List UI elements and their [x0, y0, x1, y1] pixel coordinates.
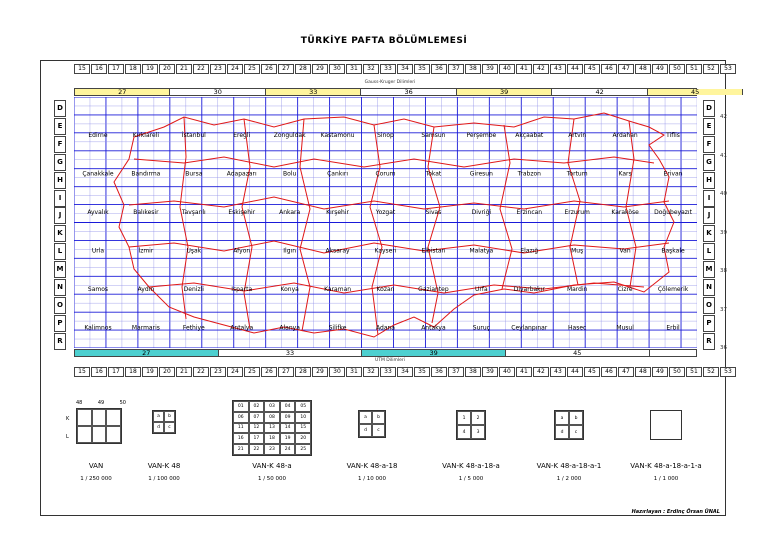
meridian-number: 31	[346, 367, 362, 377]
sheet-city-label: Ceylanpınar	[511, 324, 548, 332]
row-letter: G	[703, 154, 715, 171]
sheet-city-label: Erzincan	[516, 209, 543, 216]
province-border	[370, 125, 382, 335]
sheet-city-label: Uşak	[186, 247, 202, 255]
credit: Hazırlayan : Erdinç Örsan ÜNAL	[631, 509, 720, 515]
utm-bar	[74, 349, 697, 357]
latitude-label: 37	[720, 306, 727, 313]
sheet-city-label: Erzurum	[564, 209, 590, 216]
zone-label: 33	[266, 89, 361, 95]
row-letter: O	[54, 297, 66, 314]
sheet-city-label: Adapazarı	[226, 170, 257, 178]
legend-scale: 1 / 50 000	[257, 476, 287, 482]
meridian-number: 32	[363, 64, 379, 74]
legend-van-side-label-l: L	[66, 434, 69, 440]
sheet-city-label: Bursa	[185, 170, 203, 178]
meridian-number: 33	[380, 367, 396, 377]
legend-scale: 1 / 100 000	[148, 476, 180, 482]
legend-cell: 10	[295, 412, 311, 423]
sheet-city-label: Malatya	[469, 247, 494, 255]
sheet-city-label: Perşembe	[466, 132, 497, 139]
meridian-number: 31	[346, 64, 362, 74]
meridian-number: 47	[618, 367, 634, 377]
sheet-city-label: Elbistan	[421, 247, 446, 255]
legend-cell: 14	[280, 423, 296, 434]
meridian-number: 47	[618, 64, 634, 74]
meridian-number: 37	[448, 367, 464, 377]
sheet-city-label: Aydın	[137, 286, 155, 293]
legend-grid-1-10000: a b d c	[358, 410, 386, 438]
province-border	[129, 241, 669, 253]
sheet-city-label: Marmaris	[131, 324, 160, 332]
meridian-number: 53	[720, 64, 736, 74]
legend-cell: 16	[233, 433, 249, 444]
meridian-number: 19	[142, 367, 158, 377]
meridian-number: 16	[91, 64, 107, 74]
meridian-number: 46	[601, 64, 617, 74]
meridian-number: 25	[244, 64, 260, 74]
zone-label: 39	[457, 89, 552, 95]
row-letter: N	[703, 279, 715, 296]
sheet-city-label: Ardahan	[612, 132, 638, 139]
meridian-number: 21	[176, 64, 192, 74]
row-letter: G	[54, 154, 66, 171]
meridian-number: 48	[635, 64, 651, 74]
meridian-number: 44	[567, 367, 583, 377]
sheet-city-label: Karaman	[324, 286, 352, 293]
sheet-city-label: Trabzon	[517, 170, 541, 178]
gauss-kruger-caption: Gauss-Kruger Dilimleri	[364, 80, 416, 85]
legend-van-side-label-k: K	[66, 416, 70, 422]
top-meridian-row	[74, 64, 737, 74]
sheet-city-label: Van	[619, 247, 631, 255]
meridian-number: 23	[210, 367, 226, 377]
meridian-number: 26	[261, 64, 277, 74]
legend-cell: 25	[295, 444, 311, 455]
meridian-number: 23	[210, 64, 226, 74]
meridian-number: 48	[635, 367, 651, 377]
legend-cell: 11	[233, 423, 249, 434]
province-border	[626, 121, 636, 287]
meridian-number: 27	[278, 367, 294, 377]
meridian-number: 24	[227, 64, 243, 74]
row-letter: I	[54, 190, 66, 207]
sheet-city-label: Artvin	[568, 132, 587, 139]
bottom-meridian-row	[74, 367, 737, 377]
sheet-city-label: Eskişehir	[228, 209, 256, 216]
meridian-number: 28	[295, 367, 311, 377]
sheet-city-label: Kozan	[376, 286, 395, 293]
meridian-number: 38	[465, 367, 481, 377]
meridian-number: 22	[193, 64, 209, 74]
sheet-city-label: Elazığ	[520, 247, 539, 255]
legend-box-1-1000	[650, 410, 682, 440]
legend-grid-1-2000: a b d c	[554, 410, 584, 440]
sheet-city-label: Silifke	[328, 324, 347, 332]
meridian-number: 34	[397, 64, 413, 74]
sheet-city-label: Yozgat	[375, 209, 396, 216]
latitude-label: 42	[720, 114, 727, 120]
meridian-number: 18	[125, 64, 141, 74]
sheet-city-label: Sinop	[377, 132, 394, 139]
sheet-city-label: Ayvalık	[87, 209, 109, 216]
sheet-city-label: Giresun	[469, 170, 493, 178]
legend-cell: 06	[233, 412, 249, 423]
row-letter: D	[54, 100, 66, 117]
legend-scale: 1 / 1 000	[653, 476, 679, 482]
sheet-city-label: Tavşanlı	[181, 209, 206, 216]
sheet-city-label: Mardin	[566, 286, 588, 293]
sheet-city-label: Akçaabat	[515, 132, 544, 139]
legend-label: VAN-K 48-a-18-a-1-a	[630, 462, 702, 470]
row-letter: F	[703, 136, 715, 153]
legend-scale: 1 / 10 000	[357, 476, 387, 482]
legend-cell: 01	[233, 401, 249, 412]
row-letter: J	[54, 207, 66, 224]
meridian-number: 40	[499, 64, 515, 74]
legend-grid-1-100000: a b d c	[152, 410, 176, 434]
meridian-number: 46	[601, 367, 617, 377]
latitude-label: 38	[720, 268, 727, 274]
sheet-city-label: Urfa	[475, 286, 488, 293]
meridian-number: 20	[159, 367, 175, 377]
turkey-sheet-grid-map	[74, 97, 697, 348]
page-title: TÜRKİYE PAFTA BÖLÜMLEMESİ	[300, 36, 468, 46]
latitude-labels	[718, 100, 730, 350]
legend-van-top-labels: 48 49 50	[76, 400, 126, 406]
meridian-number: 52	[703, 64, 719, 74]
meridian-number: 27	[278, 64, 294, 74]
country-border	[114, 113, 674, 337]
sheet-city-label: İstanbul	[181, 132, 206, 139]
latitude-label: 36	[720, 345, 727, 351]
legend-cell: 08	[264, 412, 280, 423]
sheet-city-label: Çanakkale	[82, 170, 114, 178]
legend-cell: 13	[264, 423, 280, 434]
gauss-kruger-bar	[74, 88, 700, 96]
row-letter: I	[703, 190, 715, 207]
row-letter: P	[703, 315, 715, 332]
sheet-city-label: Tokat	[425, 170, 442, 178]
sheet-city-label: Bolu	[283, 170, 297, 178]
legend-label: VAN-K 48-a-18-a	[442, 462, 500, 470]
meridian-number: 35	[414, 367, 430, 377]
row-letter: M	[54, 261, 66, 278]
meridian-number: 32	[363, 367, 379, 377]
meridian-number: 34	[397, 367, 413, 377]
meridian-number: 45	[584, 64, 600, 74]
sheet-city-label: Ereğli	[233, 132, 251, 139]
sheet-city-label: Erbil	[666, 324, 680, 332]
legend-cell: 18	[264, 433, 280, 444]
legend-scale: 1 / 5 000	[458, 476, 484, 482]
meridian-number: 30	[329, 367, 345, 377]
sheet-city-label: Balıkesir	[133, 209, 159, 216]
legend-cell: 24	[280, 444, 296, 455]
row-letter: L	[54, 243, 66, 260]
meridian-number: 18	[125, 367, 141, 377]
meridian-number: 24	[227, 367, 243, 377]
meridian-number: 53	[720, 367, 736, 377]
meridian-number: 36	[431, 64, 447, 74]
meridian-number: 15	[74, 64, 90, 74]
sheet-city-label: Kırklareli	[132, 132, 160, 139]
row-letter: R	[703, 333, 715, 350]
legend-cell: 21	[233, 444, 249, 455]
zone-label: 36	[361, 89, 456, 95]
sheet-city-label: Edirne	[88, 132, 108, 139]
sheet-city-label: Fethiye	[182, 324, 205, 332]
meridian-number: 25	[244, 367, 260, 377]
meridian-number: 33	[380, 64, 396, 74]
sheet-city-label: Adana	[376, 324, 395, 332]
legend-scale: 1 / 250 000	[80, 476, 112, 482]
latitude-label: 40	[720, 191, 727, 197]
row-letter: D	[703, 100, 715, 117]
meridian-number: 39	[482, 64, 498, 74]
zone-label: 27	[75, 350, 219, 356]
legend-cell: 22	[249, 444, 265, 455]
legend-cell: 17	[249, 433, 265, 444]
row-letter: P	[54, 315, 66, 332]
utm-caption: UTM Dilimleri	[374, 358, 406, 363]
sheet-city-label: Isparta	[231, 286, 253, 293]
row-letter: K	[54, 225, 66, 242]
meridian-number: 29	[312, 367, 328, 377]
legend-grid-1-5000: 1 2 4 3	[456, 410, 486, 440]
meridian-number: 17	[108, 367, 124, 377]
sheet-city-label: Alanya	[279, 324, 300, 332]
sheet-city-label: Cizre	[617, 286, 633, 293]
meridian-number: 49	[652, 367, 668, 377]
meridian-number: 39	[482, 367, 498, 377]
meridian-number: 19	[142, 64, 158, 74]
sheet-city-label: Kalimnos	[84, 324, 112, 332]
latitude-label: 41	[720, 152, 727, 159]
legend-cell: 23	[264, 444, 280, 455]
sheet-city-label: Gaziantep	[418, 286, 449, 293]
meridian-number: 51	[686, 64, 702, 74]
meridian-number: 16	[91, 367, 107, 377]
sheet-city-label: Çölemerik	[657, 286, 689, 293]
legend-label: VAN-K 48-a-18-a-1	[536, 462, 602, 470]
row-letter: H	[54, 172, 66, 189]
sheet-city-label: Afyon	[233, 247, 251, 255]
meridian-number: 29	[312, 64, 328, 74]
meridian-number: 42	[533, 64, 549, 74]
meridian-number: 49	[652, 64, 668, 74]
sheet-city-label: Divriği	[471, 209, 492, 216]
sheet-city-label: Doğubeyazıt	[654, 209, 692, 216]
meridian-number: 28	[295, 64, 311, 74]
row-letter: J	[703, 207, 715, 224]
sheet-city-label: Kırşehir	[326, 209, 349, 216]
meridian-number: 50	[669, 367, 685, 377]
sheet-city-label: Tiflis	[666, 132, 680, 139]
legend-scale: 1 / 2 000	[556, 476, 582, 482]
zone-label: 45	[648, 89, 743, 95]
legend-cell: 12	[249, 423, 265, 434]
row-letter: F	[54, 136, 66, 153]
province-border	[129, 197, 669, 209]
row-letter: R	[54, 333, 66, 350]
zone-label: 27	[75, 89, 170, 95]
sheet-city-label: Muş	[571, 247, 584, 255]
meridian-number: 26	[261, 367, 277, 377]
meridian-number: 45	[584, 367, 600, 377]
meridian-number: 21	[176, 367, 192, 377]
legend-cell: 02	[249, 401, 265, 412]
legend-cell: 04	[280, 401, 296, 412]
sheet-city-label: Musul	[616, 324, 634, 332]
legend-cell: 09	[280, 412, 296, 423]
legend-label: VAN-K 48-a	[252, 462, 292, 470]
sheet-city-label: Denizli	[183, 286, 204, 293]
legend-label: VAN-K 48	[147, 462, 181, 470]
meridian-number: 42	[533, 367, 549, 377]
meridian-number: 20	[159, 64, 175, 74]
sheet-city-label: Antakya	[421, 324, 446, 332]
meridian-number: 43	[550, 64, 566, 74]
sheet-city-label: Erivan	[663, 170, 683, 178]
legend	[60, 400, 720, 490]
legend-label: VAN-K 48-a-18	[346, 462, 398, 470]
sheet-city-label: Başkale	[661, 247, 685, 255]
sheet-city-label: Konya	[280, 286, 299, 293]
zone-label: 42	[552, 89, 647, 95]
legend-van-grid	[76, 408, 122, 444]
meridian-number: 41	[516, 367, 532, 377]
meridian-number: 50	[669, 64, 685, 74]
legend-cell: 15	[295, 423, 311, 434]
sheet-city-label: Çankırı	[327, 170, 349, 178]
sheet-city-label: Ankara	[279, 209, 301, 216]
sheet-city-label: Zonguldak	[273, 132, 306, 139]
legend-cell: 20	[295, 433, 311, 444]
zone-label: 39	[362, 350, 506, 356]
row-letter: E	[54, 118, 66, 135]
sheet-city-label: Kars	[618, 170, 632, 178]
meridian-number: 51	[686, 367, 702, 377]
sheet-city-label: Ilgın	[283, 247, 297, 255]
row-letter: M	[703, 261, 715, 278]
sheet-city-label: Çorum	[375, 170, 396, 178]
meridian-number: 41	[516, 64, 532, 74]
meridian-number: 52	[703, 367, 719, 377]
row-letter: H	[703, 172, 715, 189]
legend-cell: 03	[264, 401, 280, 412]
row-letter: E	[703, 118, 715, 135]
row-letter: N	[54, 279, 66, 296]
meridian-number: 37	[448, 64, 464, 74]
sheet-city-label: Kastamonu	[320, 132, 355, 139]
zone-label: 45	[506, 350, 650, 356]
legend-cell: 05	[295, 401, 311, 412]
sheet-city-label: Suruç	[472, 324, 490, 332]
legend-label: VAN	[88, 462, 104, 470]
sheet-city-label: Kayseri	[374, 247, 397, 255]
row-letter: O	[703, 297, 715, 314]
legend-cell: 07	[249, 412, 265, 423]
sheet-city-label: Karaköse	[611, 209, 639, 216]
meridian-number: 44	[567, 64, 583, 74]
meridian-number: 38	[465, 64, 481, 74]
sheet-city-label: Tortum	[566, 170, 588, 178]
meridian-number: 22	[193, 367, 209, 377]
sheet-city-label: Antalya	[230, 324, 254, 332]
sheet-city-label: Urla	[91, 247, 105, 255]
sheet-city-label: Hasec	[568, 324, 587, 332]
sheet-city-label: Samsun	[421, 132, 446, 139]
meridian-number: 35	[414, 64, 430, 74]
sheet-city-label: Samos	[87, 286, 109, 293]
meridian-number: 40	[499, 367, 515, 377]
meridian-number: 17	[108, 64, 124, 74]
meridian-number: 15	[74, 367, 90, 377]
sheet-city-label: Aksaray	[325, 247, 350, 255]
meridian-number: 36	[431, 367, 447, 377]
latitude-label: 39	[720, 229, 727, 236]
sheet-city-label: Sivas	[425, 209, 442, 216]
row-letter: K	[703, 225, 715, 242]
sheet-city-label: Bandırma	[131, 170, 161, 178]
row-letter: L	[703, 243, 715, 260]
zone-label: 30	[170, 89, 265, 95]
meridian-number: 43	[550, 367, 566, 377]
sheet-city-label: İzmir	[138, 247, 154, 255]
legend-cell: 19	[280, 433, 296, 444]
zone-label: 33	[219, 350, 363, 356]
province-border	[134, 157, 654, 167]
meridian-number: 30	[329, 64, 345, 74]
legend-grid-1-50000	[232, 400, 312, 456]
sheet-city-label: Diyarbakır	[513, 286, 545, 293]
